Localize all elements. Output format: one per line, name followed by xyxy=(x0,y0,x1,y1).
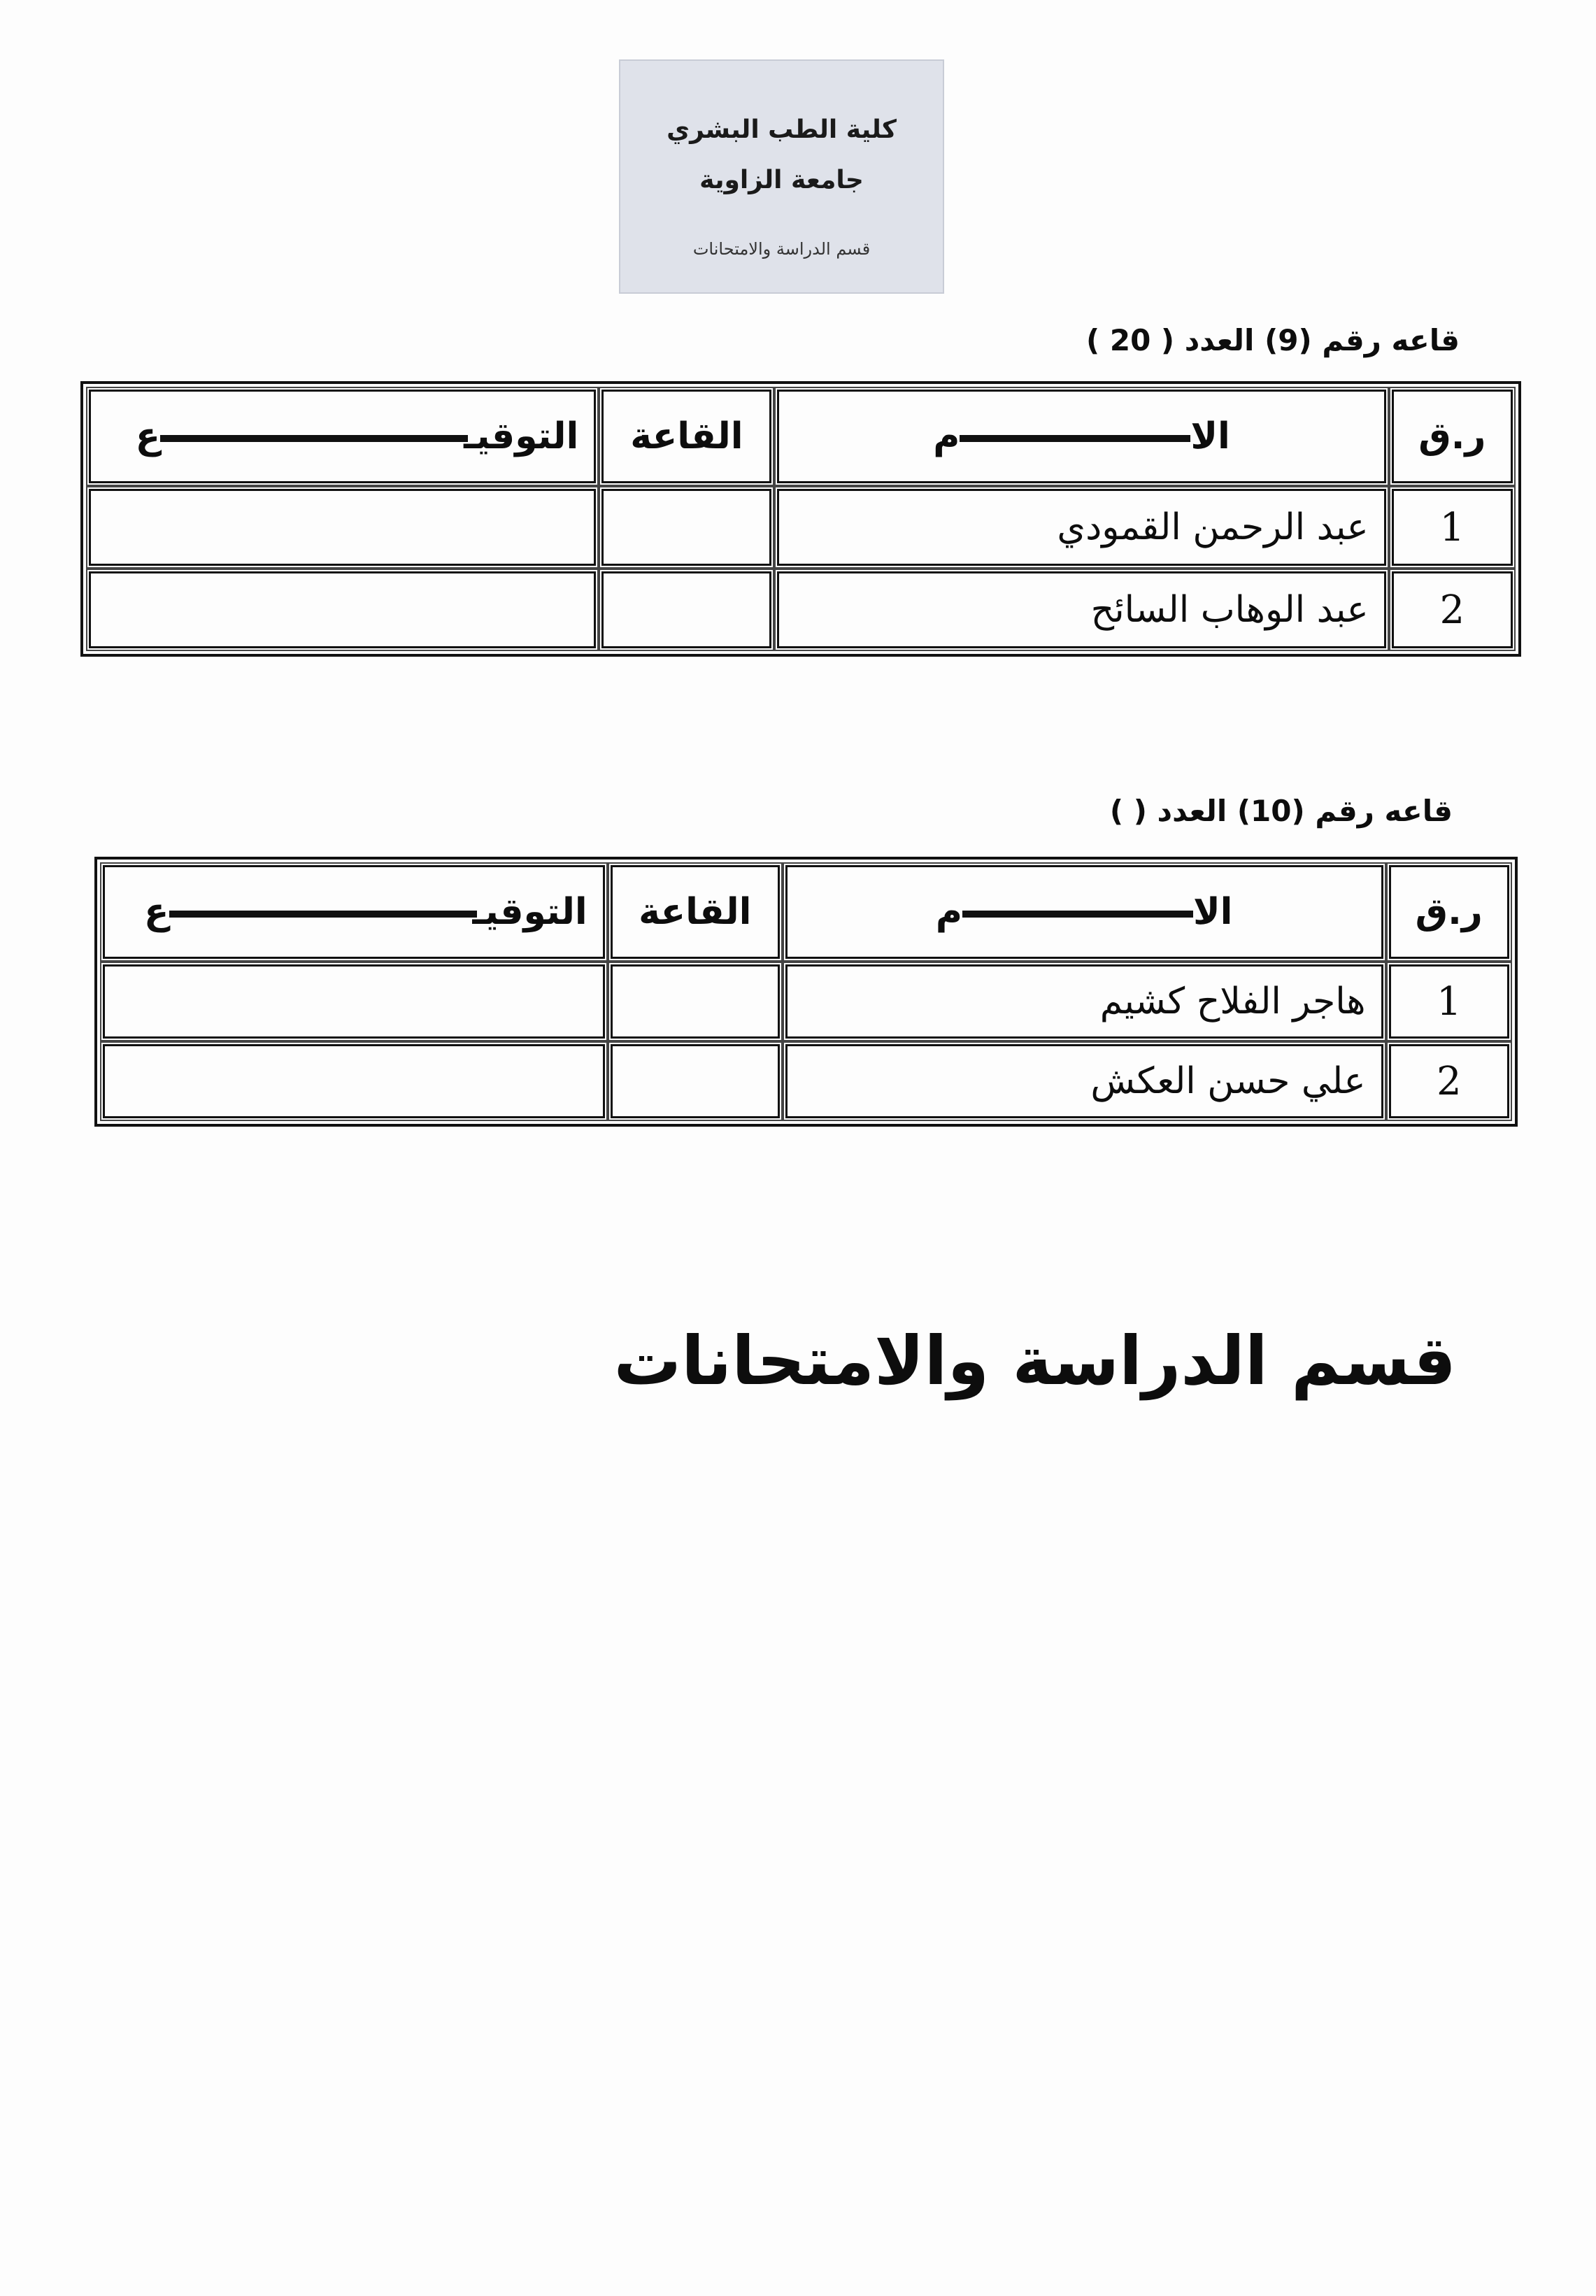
hall-9-caption: قاعه رقم (9) العدد ( 20 ) xyxy=(1086,323,1460,357)
student-name: عبد الرحمن القمودي xyxy=(777,489,1385,566)
hall-cell xyxy=(611,1044,780,1118)
table-row xyxy=(89,571,1513,648)
kashida-bar xyxy=(962,911,1193,918)
kashida-bar xyxy=(960,435,1190,442)
header-number: ر.ق xyxy=(1392,390,1513,483)
student-name: هاجر الفلاح كشيم xyxy=(785,964,1383,1039)
hall-10-roster-table xyxy=(94,857,1518,1127)
row-number: 2 xyxy=(1389,1044,1509,1118)
header-hall: القاعة xyxy=(611,865,780,959)
table-row xyxy=(103,964,1509,1039)
header-name-start: الا xyxy=(1192,891,1233,933)
header-signature-start: التوقيـ xyxy=(472,891,587,933)
table-header-row xyxy=(89,390,1513,483)
student-name: علي حسن العكش xyxy=(785,1044,1383,1118)
kashida-bar xyxy=(160,435,468,442)
header-signature-end: ع xyxy=(143,891,169,933)
student-name: عبد الوهاب السائح xyxy=(777,571,1385,648)
row-number: 1 xyxy=(1389,964,1509,1039)
hall-cell xyxy=(601,571,771,648)
signature-cell xyxy=(89,489,596,566)
hall-9-roster-table xyxy=(80,381,1521,657)
hall-10-caption: قاعه رقم (10) العدد ( ) xyxy=(1109,794,1453,828)
header-signature xyxy=(89,390,596,483)
stamp-faculty-name: كلية الطب البشري xyxy=(667,115,897,144)
signature-cell xyxy=(103,964,605,1039)
table-row xyxy=(89,489,1513,566)
header-number: ر.ق xyxy=(1389,865,1509,959)
kashida-bar xyxy=(169,911,477,918)
faculty-stamp xyxy=(619,59,944,294)
row-number: 1 xyxy=(1392,489,1513,566)
department-footer: قسم الدراسة والامتحانات xyxy=(613,1322,1456,1400)
header-name-end: م xyxy=(933,415,960,457)
table-header-row xyxy=(103,865,1509,959)
hall-cell xyxy=(601,489,771,566)
stamp-department-name: قسم الدراسة والامتحانات xyxy=(692,239,871,259)
header-name xyxy=(785,865,1383,959)
header-name-end: م xyxy=(935,891,962,933)
header-signature-start: التوقيـ xyxy=(464,415,579,457)
header-hall: القاعة xyxy=(601,390,771,483)
table-row xyxy=(103,1044,1509,1118)
row-number: 2 xyxy=(1392,571,1513,648)
signature-cell xyxy=(103,1044,605,1118)
stamp-university-name: جامعة الزاوية xyxy=(699,166,864,194)
header-signature xyxy=(103,865,605,959)
header-name-start: الا xyxy=(1190,415,1230,457)
header-name xyxy=(777,390,1385,483)
header-signature-end: ع xyxy=(135,415,161,457)
signature-cell xyxy=(89,571,596,648)
hall-cell xyxy=(611,964,780,1039)
